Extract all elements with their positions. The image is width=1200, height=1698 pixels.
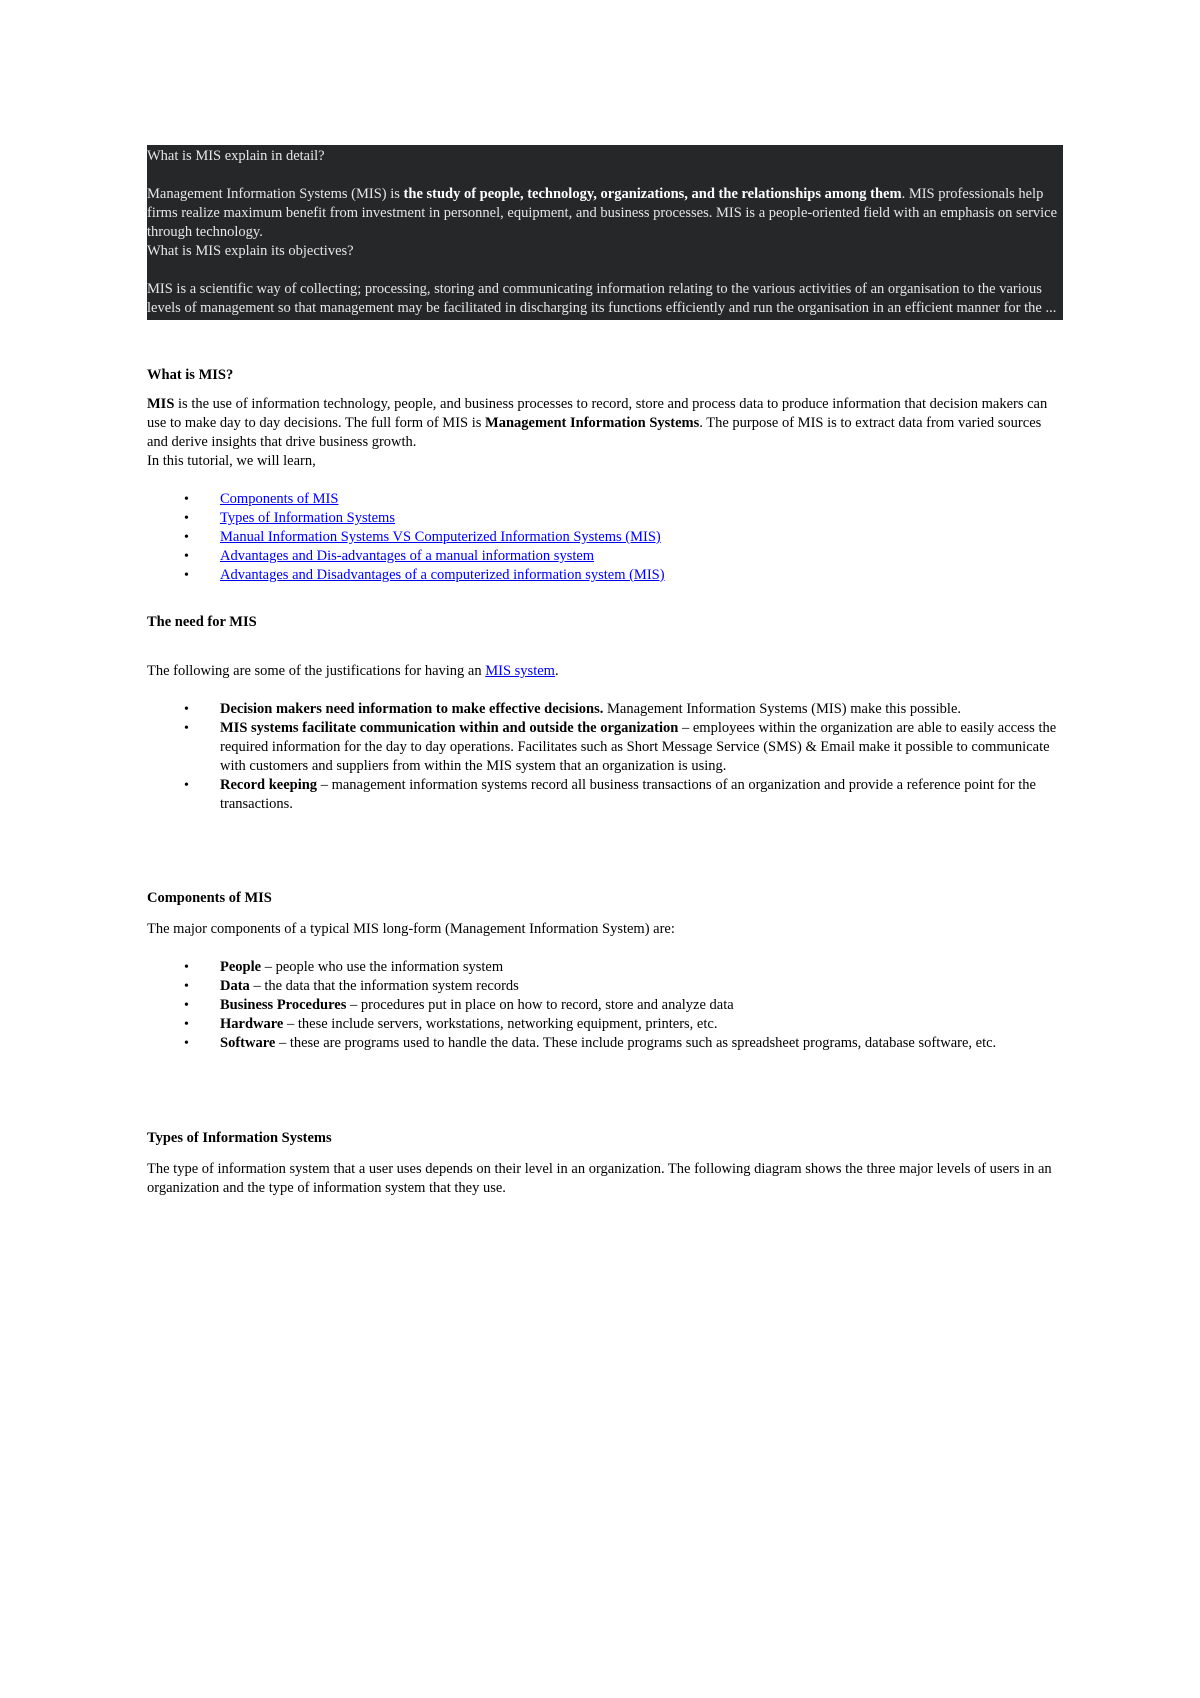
need-item-text: Management Information Systems (MIS) make this possible. [603,701,962,717]
box-p1-text-a: Management Information Systems (MIS) is [147,186,404,202]
box-question-1: What is MIS explain in detail? [147,148,325,164]
need-item-text: – management information systems record all business transactions of an organization and provide a reference point for the transactions. [220,777,1036,812]
box-p1-bold: the study of people, technology, organizations, and the relationships among them [403,186,902,202]
need-item-title: Decision makers need information to make effective decisions. [220,701,604,717]
component-title: Business Procedures [220,997,347,1013]
heading-need-for-mis: The need for MIS [147,614,257,630]
component-text: – people who use the information system [261,959,504,975]
component-text: – the data that the information system records [249,978,519,994]
list-item [220,547,1063,566]
list-item [220,776,1063,814]
need-item-text: – employees within the organization are able to easily access the required information for the day to day operations. Facilitates such as Short Message Service (SMS) & Email make it possible to communicate with customers and suppliers from within the MIS system that an organization is using. [220,720,1057,774]
list-item [220,509,1063,528]
need-intro-end: . [554,663,559,679]
box-paragraph-1 [147,185,1060,242]
link-types[interactable]: Types of Information Systems [220,510,395,526]
mis-fullform: Management Information Systems [485,415,700,431]
component-text: – these are programs used to handle the data. These include programs such as spreadsheet programs, database software, etc. [275,1035,997,1051]
document-page [147,145,1063,1198]
answer-box [147,145,1063,320]
heading-types: Types of Information Systems [147,1130,332,1146]
link-components[interactable]: Components of MIS [220,491,339,507]
list-item [220,700,1063,719]
component-title: Hardware [220,1016,284,1032]
mis-def-text-2: . The purpose of MIS is to extract data from varied sources and derive insights that drive business growth. [147,415,1042,450]
list-item [220,996,1063,1015]
box-p1-text-c: . MIS professionals help firms realize maximum benefit from investment in personnel, equipment, and business processes. MIS is a people-oriented field with an emphasis on service through technology. [147,186,1058,240]
mis-definition [147,395,1063,452]
list-item [220,977,1063,996]
need-item-title: MIS systems facilitate communication within and outside the organization [220,720,679,736]
mis-def-text: is the use of information technology, people, and business processes to record, store and process data to produce information that decision makers can use to make day to day decisions. The full form of MIS is [147,396,1048,431]
tutorial-link-list [147,490,1063,585]
mis-bold: MIS [147,396,175,412]
list-item [220,490,1063,509]
component-text: – these include servers, workstations, networking equipment, printers, etc. [283,1016,718,1032]
list-item [220,566,1063,585]
component-title: People [220,959,262,975]
component-title: Data [220,978,250,994]
list-item [220,958,1063,977]
heading-what-is-mis: What is MIS? [147,367,234,383]
link-computerized-advantages[interactable]: Advantages and Disadvantages of a computerized information system (MIS) [220,567,665,583]
need-intro [147,662,1063,681]
component-title: Software [220,1035,276,1051]
list-item [220,719,1063,776]
need-item-title: Record keeping [220,777,318,793]
tutorial-intro: In this tutorial, we will learn, [147,453,316,469]
box-question-2: What is MIS explain its objectives? [147,243,354,259]
need-intro-text: The following are some of the justifications for having an [147,663,486,679]
heading-components: Components of MIS [147,890,272,906]
link-manual-vs-computerized[interactable]: Manual Information Systems VS Computerized Information Systems (MIS) [220,529,661,545]
box-paragraph-2: MIS is a scientific way of collecting; processing, storing and communicating information relating to the various activities of an organisation to the various levels of management so that management may be facilitated in discharging its functions efficiently and run the organisation in an efficient manner for the ... [147,281,1057,316]
list-item [220,1034,1063,1053]
component-text: – procedures put in place on how to record, store and analyze data [346,997,734,1013]
link-mis-system[interactable]: MIS system [485,663,555,679]
components-intro: The major components of a typical MIS long-form (Management Information System) are: [147,921,675,937]
list-item [220,1015,1063,1034]
link-manual-advantages[interactable]: Advantages and Dis-advantages of a manual information system [220,548,595,564]
components-list [147,958,1063,1053]
types-paragraph: The type of information system that a user uses depends on their level in an organization. The following diagram shows the three major levels of users in an organization and the type of information system that they use. [147,1161,1052,1196]
need-list [147,700,1063,814]
list-item [220,528,1063,547]
